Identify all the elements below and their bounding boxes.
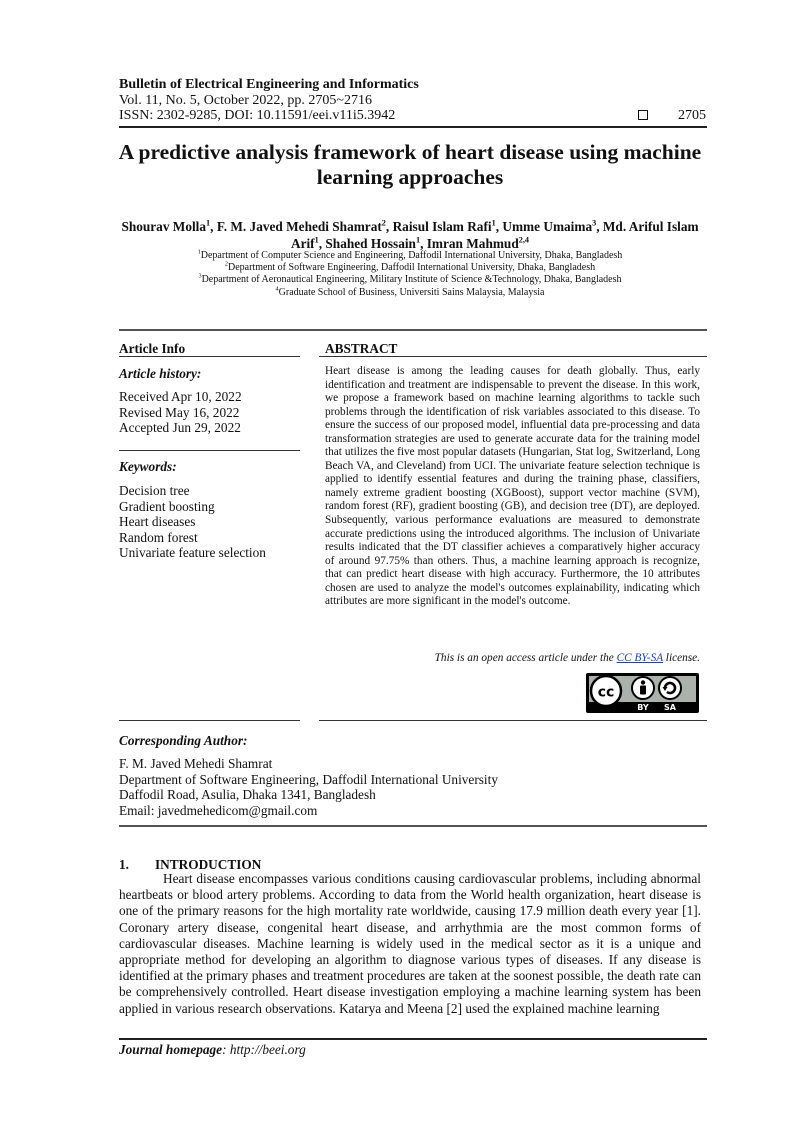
corresponding-email: Email: javedmehedicom@gmail.com [119,802,318,818]
paper-title [110,140,710,190]
footer-rule [119,1038,707,1040]
introduction-text: Heart disease encompasses various conditions causing cardiovascular problems, including abnormal heartbeats or blood artery problems. According to data from the World health organization, heart disease is one of the primary reasons for the high mortality rate worldwide, causing 17.9 million death every year [1]. Coronary artery disease, congenital heart disease, and arrhythmia are the most common forms of cardiovascular diseases. Machine learning is widely used in the medical sector as it is a unique and appropriate method for developing an algorithm to diagnose various types of diseases. If any disease is identified at the primary phases and treatment procedures are taken at the soonest possible, the death rate can be comprehensively controlled. Heart disease investigation employing a machine learning system has been applied in various research observations. Katarya and Meena [2] used the explained machine learning [119,871,701,1016]
open-access-note: This is an open access article under the CC BY-SA license. [434,652,700,664]
corresponding-heading: Corresponding Author: [119,733,248,748]
svg-text:cc: cc [597,684,615,701]
abstract-heading: ABSTRACT [325,341,398,356]
badge-by-text: BY [637,703,649,712]
affiliation: $^4$Graduate School of Business, Universiti Sains Malaysia, Malaysia [275,285,545,298]
title-line-1: A predictive analysis framework of heart disease using machine [118,140,702,164]
keyword: Decision tree [119,483,190,498]
abstract-text: Heart disease is among the leading causes for death globally. Thus, early identification and treatment are indispensable to prevent the disease. In this work, we propose a framework based on machine learning algorithms to tackle such problems through the identification of risk variables associated to this disease. To ensure the success of our proposed model, influential data pre-processing and data transformation strategies are used to generate accurate data for the training model that utilizes the five most popular datasets (Hungarian, Stat log, Switzerland, Long Beach VA, and Cleveland) from UCI. The univariate feature selection technique is applied to identify essential features and during the training phase, classifiers, namely extreme gradient boosting (XGBoost), support vector machine (SVM), random forest (RF), gradient boosting (GB), and decision tree (DT), are deployed. Subsequently, various performance evaluations are measured to demonstrate accurate predictions using the introduced algorithms. The inclusion of Univariate results indicated that the DT classifier achieves a comparatively higher accuracy of around 97.75% than others. Thus, a machine learning approach is recognize, that can predict heart disease with high accuracy. Furthermore, the 10 attributes chosen are used to analyze the model's outcomes explainability, indicating which attributes are more significant in the model's outcome. [325,365,700,608]
corresponding-details [119,756,498,818]
abstract-rule [319,356,707,357]
corresponding-line: F. M. Javed Mehedi Shamrat [119,756,273,771]
author: Md. Ariful Islam Arif$^1$ [290,219,699,251]
journal-name: Bulletin of Electrical Engineering and Informatics [119,77,419,92]
journal-issn: ISSN: 2302-9285, DOI: 10.11591/eei.v11i5.3942 [119,108,396,123]
keyword: Univariate feature selection [119,545,266,561]
corresponding-line: Daffodil Road, Asulia, Dhaka 1341, Bangladesh [119,787,376,803]
history-rule [119,450,300,451]
author: Imran Mahmud$^{2,4}$ [426,235,530,251]
affiliation: $^1$Department of Computer Science and Engineering, Daffodil International University, Dhaka, Bangladesh [197,248,623,261]
author: Shahed Hossain$^1$ [325,235,421,251]
history-item: Revised May 16, 2022 [119,404,240,420]
author: F. M. Javed Mehedi Shamrat$^2$ [216,218,386,234]
author-list: Shourav Molla$^1$, F. M. Javed Mehedi Shamrat$^2$, Raisul Islam Rafi$^1$, Umme Umaima$^3$, Md. Ariful Islam Arif$^1$, Shahed Hossain$^1$, Imran Mahmud$^{2,4}$ [121,218,699,251]
affiliation: $^2$Department of Software Engineering, Daffodil International University, Dhaka, Bangladesh [224,260,596,274]
title-line-2: learning approaches [316,165,504,189]
affiliation: $^3$Department of Aeronautical Engineering, Military Institute of Science &Technology, Dhaka, Bangladesh [198,273,622,286]
author: Shourav Molla$^1$ [121,218,211,234]
corresponding-line: Department of Software Engineering, Daffodil International University [119,771,498,787]
page-number: 2705 [678,108,706,123]
square-icon [638,110,648,120]
affiliation-list [110,250,710,299]
keyword: Heart diseases [119,514,196,530]
keyword: Gradient boosting [119,498,215,514]
history-item: Received Apr 10, 2022 [119,389,242,404]
journal-volume: Vol. 11, No. 5, October 2022, pp. 2705~2716 [119,93,372,108]
author: Raisul Islam Rafi$^1$ [392,218,496,234]
journal-homepage: Journal homepage: http://beei.org [119,1042,306,1057]
section-rule-bottom [119,825,707,827]
sa-share-alike-icon [659,677,681,699]
info-rule [119,356,300,357]
header-rule [119,126,707,128]
keywords-heading: Keywords: [119,459,177,474]
author: Umme Umaima$^3$ [502,218,597,234]
history-list [119,389,242,436]
keyword: Random forest [119,529,198,545]
abstract-bottom-rule [319,720,707,721]
info-bottom-rule [119,720,300,721]
history-heading: Article history: [119,366,202,381]
article-info-heading: Article Info [119,341,186,356]
history-item: Accepted Jun 29, 2022 [119,420,241,436]
cc-badge-graphic [586,673,699,713]
cc-by-sa-link[interactable]: CC BY-SA [616,652,663,664]
keyword-list [119,483,266,561]
section-rule-top [119,329,707,331]
introduction-heading: 1. INTRODUCTION [119,857,262,872]
badge-sa-text: SA [664,703,676,712]
cc-by-sa-badge[interactable] [586,673,699,713]
